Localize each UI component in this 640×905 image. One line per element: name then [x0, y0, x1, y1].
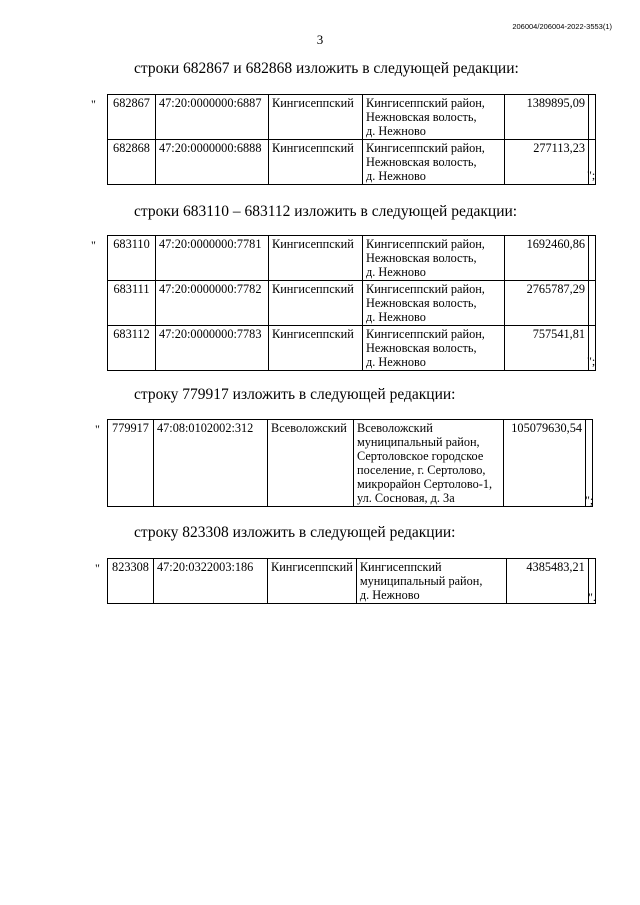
data-table — [107, 558, 596, 604]
cadastral-value: 757541,81 — [505, 326, 589, 371]
data-table — [107, 235, 596, 371]
address-line: д. Нежново — [366, 355, 426, 369]
address-line: Кингисеппский район, — [366, 237, 485, 251]
table-row — [108, 420, 593, 507]
cadastral-value: 1389895,09 — [505, 95, 589, 140]
row-number: 682868 — [108, 140, 156, 185]
address-line: д. Нежново — [359, 588, 420, 602]
district: Кингисеппский — [269, 95, 363, 140]
data-table — [107, 94, 596, 185]
cadastral-value: 2765787,29 — [505, 281, 589, 326]
section-heading: строки 682867 и 682868 изложить в следующей редакции: — [134, 60, 519, 77]
row-number: 823308 — [108, 559, 154, 604]
cadastral-number: 47:20:0000000:7781 — [156, 236, 269, 281]
address-line: ул. Сосновая, д. 3а — [357, 491, 455, 505]
district: Всеволожский — [268, 420, 354, 507]
close-quote: "; — [585, 493, 594, 507]
data-table — [107, 419, 593, 507]
district: Кингисеппский — [269, 236, 363, 281]
address-line: д. Нежново — [366, 265, 426, 279]
address-line: Кингисеппский район, — [366, 96, 485, 110]
cadastral-value: 105079630,54 — [504, 420, 586, 507]
address-line: Нежновская волость, — [366, 341, 477, 355]
row-number: 683112 — [108, 326, 156, 371]
cadastral-number: 47:20:0000000:7782 — [156, 281, 269, 326]
address-line: Нежновская волость, — [366, 296, 477, 310]
district: Кингисеппский — [269, 326, 363, 371]
section-heading: строку 779917 изложить в следующей редакции: — [134, 386, 456, 403]
table-row — [108, 140, 596, 185]
address-line: Кингисеппский район, — [366, 141, 485, 155]
section-heading: строки 683110 – 683112 изложить в следующей редакции: — [134, 203, 518, 220]
row-number: 682867 — [108, 95, 156, 140]
district: Кингисеппский — [268, 559, 357, 604]
address-line: Нежновская волость, — [366, 155, 477, 169]
open-quote: " — [91, 97, 96, 111]
document-code: 206004/206004-2022-3553(1) — [512, 22, 612, 31]
cadastral-number: 47:08:0102002:312 — [154, 420, 268, 507]
cadastral-value: 277113,23 — [505, 140, 589, 185]
cadastral-number: 47:20:0000000:7783 — [156, 326, 269, 371]
address-line: д. Нежново — [366, 169, 426, 183]
address-line: Кингисеппский район, — [366, 327, 485, 341]
open-quote: " — [95, 422, 100, 436]
table-row — [108, 236, 596, 281]
address-line: микрорайон Сертолово-1, — [357, 477, 493, 491]
table-row — [108, 326, 596, 371]
spacer-cell — [589, 281, 596, 326]
cadastral-value: 4385483,21 — [506, 559, 588, 604]
address — [363, 236, 505, 281]
cadastral-value: 1692460,86 — [505, 236, 589, 281]
table-row — [108, 281, 596, 326]
address-line: муниципальный район, — [357, 435, 480, 449]
address-line: д. Нежново — [366, 310, 426, 324]
cadastral-number: 47:20:0000000:6887 — [156, 95, 269, 140]
open-quote: " — [91, 238, 96, 252]
address-line: Кингисеппский район, — [366, 282, 485, 296]
row-number: 779917 — [108, 420, 154, 507]
district: Кингисеппский — [269, 140, 363, 185]
address-line: Нежновская волость, — [366, 251, 477, 265]
address-line: Сертоловское городское — [357, 449, 484, 463]
close-quote: "; — [587, 354, 596, 368]
address — [363, 95, 505, 140]
spacer-cell — [589, 95, 596, 140]
address — [356, 559, 506, 604]
page-number: 3 — [316, 32, 324, 47]
table-row — [108, 95, 596, 140]
address — [363, 326, 505, 371]
row-number: 683110 — [108, 236, 156, 281]
row-number: 683111 — [108, 281, 156, 326]
address-line: Кингисеппский — [359, 560, 442, 574]
address-line: Нежновская волость, — [366, 110, 477, 124]
cadastral-number: 47:20:0322003:186 — [154, 559, 268, 604]
table-row — [108, 559, 596, 604]
address-line: муниципальный район, — [359, 574, 483, 588]
address-line: поселение, г. Сертолово, — [357, 463, 486, 477]
open-quote: " — [95, 561, 100, 575]
cadastral-number: 47:20:0000000:6888 — [156, 140, 269, 185]
address-line: д. Нежново — [366, 124, 426, 138]
spacer-cell — [589, 236, 596, 281]
close-quote: ". — [588, 590, 596, 604]
address — [363, 281, 505, 326]
address-line: Всеволожский — [357, 421, 433, 435]
district: Кингисеппский — [269, 281, 363, 326]
close-quote: "; — [587, 168, 596, 182]
section-heading: строку 823308 изложить в следующей редакции: — [134, 524, 456, 541]
address — [363, 140, 505, 185]
address — [354, 420, 504, 507]
